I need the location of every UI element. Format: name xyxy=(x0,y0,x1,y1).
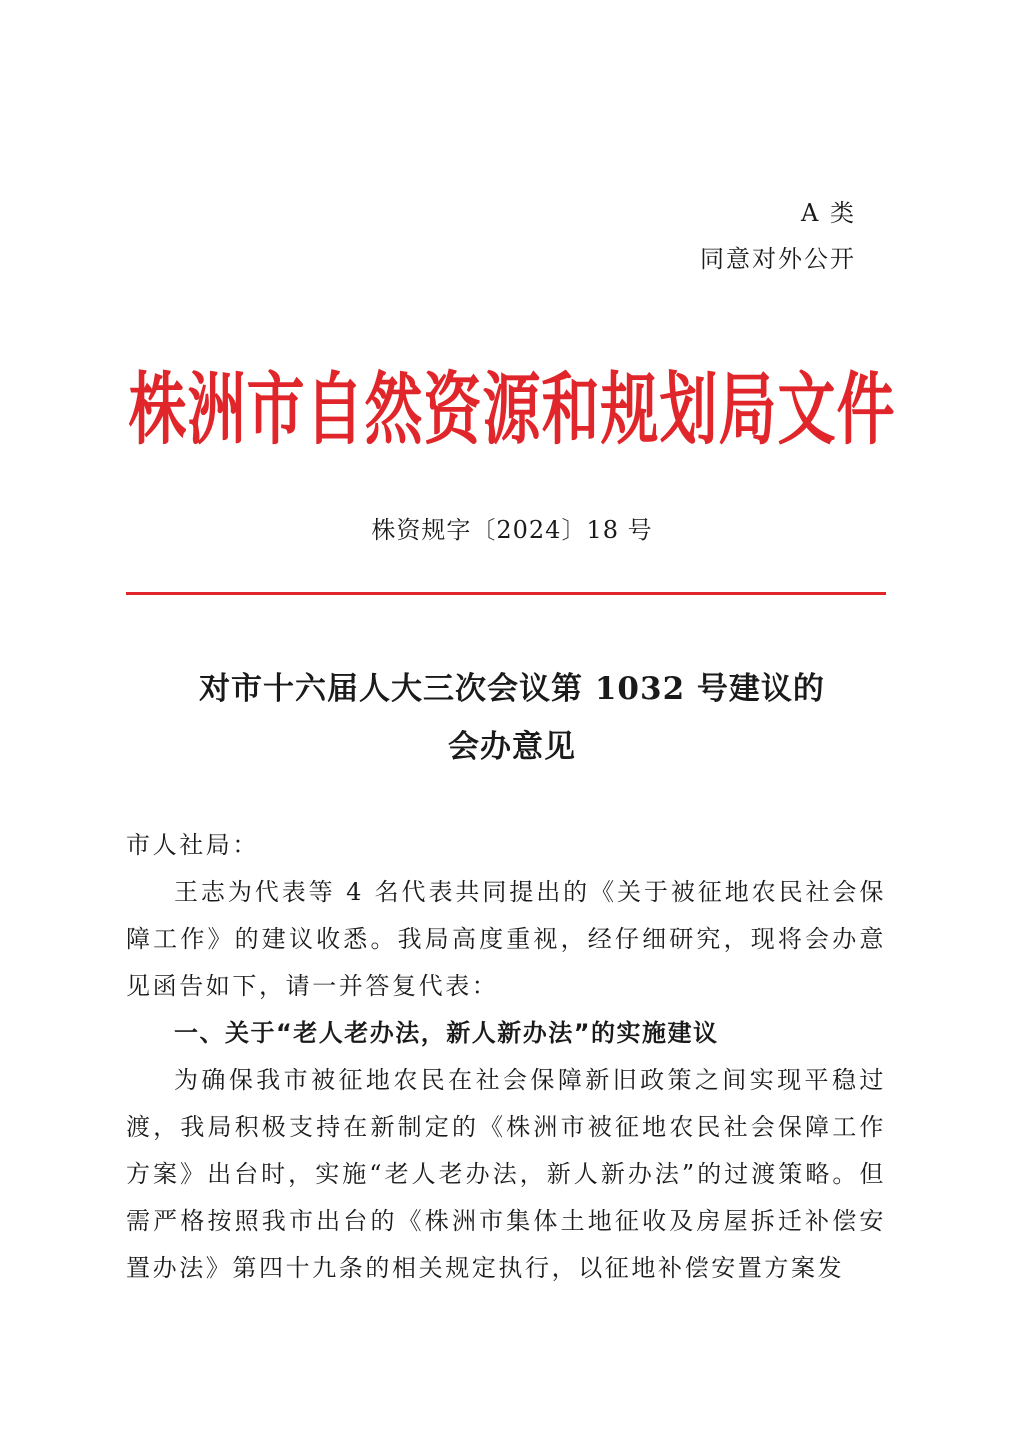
section-heading-1: 一、关于“老人老办法，新人新办法”的实施建议 xyxy=(174,1019,719,1047)
document-body xyxy=(126,822,886,1292)
paragraph-section-1: 为确保我市被征地农民在社会保障新旧政策之间实现平稳过渡，我局积极支持在新制定的《株洲市被征地农民社会保障工作方案》出台时，实施“老人老办法，新人新办法”的过渡策略。但需严格按照我市出台的《株洲市集体土地征收及房屋拆迁补偿安置办法》第四十九条的相关规定执行，以征地补偿安置方案发 xyxy=(126,1066,886,1282)
addressee: 市人社局： xyxy=(126,831,259,859)
paragraph-intro: 王志为代表等 4 名代表共同提出的《关于被征地农民社会保障工作》的建议收悉。我局高度重视，经仔细研究，现将会办意见函告如下，请一并答复代表： xyxy=(126,878,886,1000)
disclosure-label: 同意对外公开 xyxy=(700,245,856,273)
red-divider xyxy=(126,592,886,595)
document-meta xyxy=(700,190,856,282)
document-title xyxy=(0,660,1024,776)
category-label: A 类 xyxy=(801,199,856,227)
document-number: 株资规字〔2024〕18 号 xyxy=(371,516,653,544)
title-line-1: 对市十六届人大三次会议第 1032 号建议的 xyxy=(199,671,825,707)
title-line-2: 会办意见 xyxy=(448,729,576,765)
masthead-title: 株洲市自然资源和规划局文件 xyxy=(128,363,896,456)
